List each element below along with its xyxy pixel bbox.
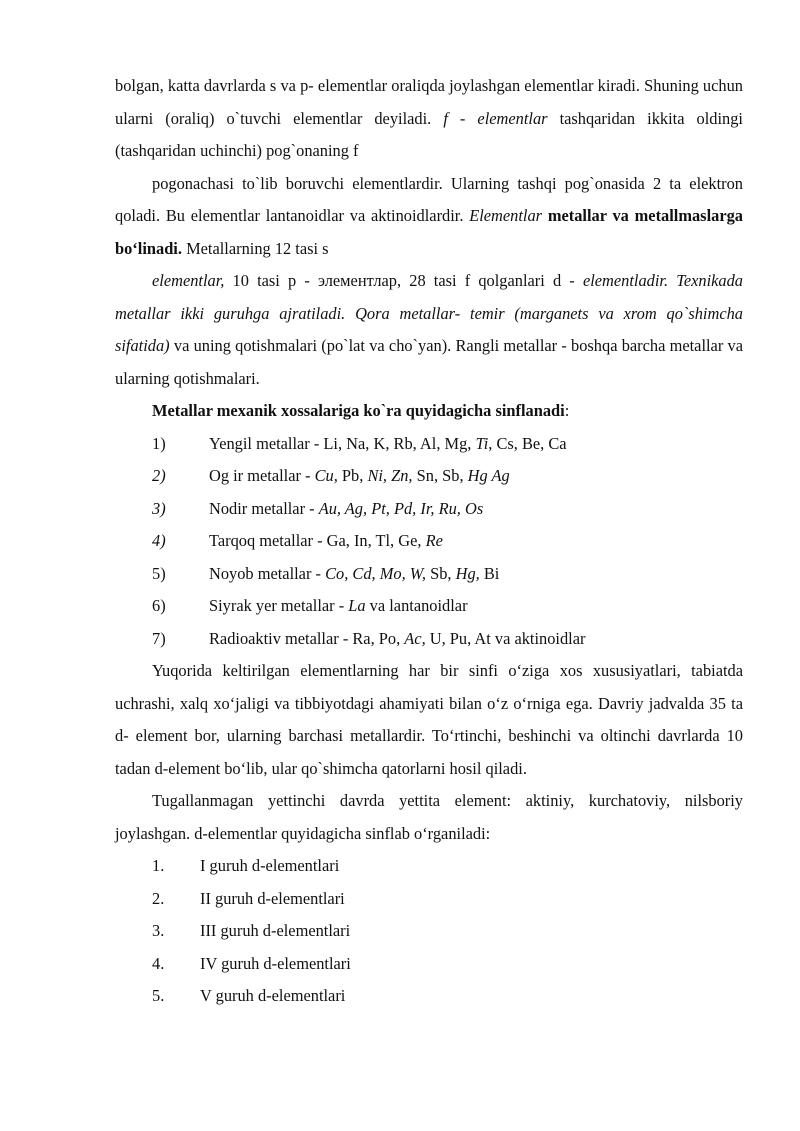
paragraph-metal-types — [115, 265, 743, 395]
italic-run: Cu — [314, 466, 334, 485]
text-run: U, Pu, At va aktinoidlar — [425, 628, 586, 648]
text-run: : — [564, 401, 570, 420]
bold-run: metallar va metallmaslarga bo‘linadi. — [115, 206, 743, 258]
italic-run: Re — [425, 531, 443, 550]
list-text — [209, 590, 468, 623]
text-run: Nodir metallar - — [209, 498, 319, 518]
italic-run: Elementlar — [469, 206, 543, 225]
italic-run: elementlar, — [152, 271, 225, 290]
text-run: tashqaridan ikkita oldingi (tashqaridan uchinchi) pog`onaning f — [115, 108, 743, 160]
list-text — [209, 623, 585, 656]
paragraph-d-elements: Yuqorida keltirilgan elementlarning har bir sinfi o‘ziga xos xususiyatlari, tabiatda uchrashi, xalq xo‘jaligi va tibbiyotdagi ahamiyati bilan o‘z o‘rniga ega. Davriy jadvalda 35 ta d- element bor, ularning barchasi metallardir. To‘rtinchi, beshinchi va oltinchi davrlarda 10 tadan d-element bo‘lib, ular qo`shimcha qatorlarni hosil qiladi. — [115, 661, 743, 778]
list-number: 2. — [152, 888, 165, 908]
text-run: Siyrak yer metallar - — [209, 596, 349, 615]
list-number: 1. — [152, 856, 165, 875]
italic-run: La — [348, 596, 366, 615]
text-run: Metallarning 12 tasi s — [181, 238, 329, 258]
italic-run: Hg Ag — [467, 466, 510, 485]
list-text — [209, 460, 510, 493]
list-item — [115, 493, 743, 526]
italic-run: Hg, — [455, 563, 480, 583]
list-item — [115, 883, 743, 916]
italic-run: Ti — [475, 433, 489, 453]
list-text — [209, 525, 443, 558]
text-run: Sb, — [426, 563, 456, 583]
text-run: , Cs, Be, Ca — [488, 433, 567, 453]
text-run: Sn, Sb, — [412, 466, 468, 485]
italic-run: Ac, — [404, 628, 426, 648]
list-number: 3. — [152, 921, 165, 940]
text-run: pogonachasi to`lib boruvchi elementlardir. Ularning tashqi pog`onasida 2 ta elektron qoladi. Bu elementlar lantanoidlar va aktinoidlardir. — [115, 173, 743, 225]
list-item — [115, 623, 743, 656]
italic-run: f - elementlar — [443, 108, 548, 128]
list-number: 4) — [152, 531, 166, 550]
list-text: III guruh d-elementlari — [200, 921, 351, 940]
list-number: 1) — [152, 433, 166, 453]
group-list — [115, 850, 743, 1013]
list-text: II guruh d-elementlari — [200, 888, 345, 908]
italic-run: elementladir. Texnikada metallar ikki guruhga ajratiladi. Qora metallar- temir (marganets va xrom qo`shimcha sifatida) — [115, 271, 743, 355]
text-run: Tarqoq metallar - Ga, In, Tl, Ge, — [209, 531, 426, 550]
paragraph-intro — [115, 70, 743, 168]
italic-run: Au, Ag, Pt, Pd, Ir, Ru, Os — [318, 498, 484, 518]
text-run: va lantanoidlar — [365, 596, 468, 615]
list-number: 3) — [152, 498, 166, 518]
list-text: V guruh d-elementlari — [200, 986, 346, 1005]
list-text: IV guruh d-elementlari — [200, 953, 351, 973]
list-number: 2) — [152, 466, 166, 485]
list-item — [115, 948, 743, 981]
list-number: 5. — [152, 986, 165, 1005]
list-item — [115, 915, 743, 948]
list-item — [115, 980, 743, 1013]
text-run: bolgan, katta davrlarda s va p- elementlar oraliqda joylashgan elementlar kiradi. Shuning uchun ularni (oraliq) o`tuvchi elementlar deyiladi. — [115, 76, 743, 128]
text-run: Bi — [479, 563, 500, 583]
text-run: Og ir metallar - — [209, 466, 315, 485]
text-run: 10 tasi p - элементлар, 28 tasi f qolganlari d - — [224, 271, 583, 290]
list-item — [115, 525, 743, 558]
text-run: Noyob metallar - — [209, 563, 326, 583]
document-page — [115, 70, 743, 1013]
list-item — [115, 428, 743, 461]
list-text — [209, 558, 499, 591]
section-heading-mechanical — [115, 395, 743, 428]
list-number: 6) — [152, 596, 166, 615]
text-run: Yengil metallar - Li, Na, K, Rb, Al, Mg, — [209, 433, 476, 453]
paragraph-seventh-period: Tugallanmagan yettinchi davrda yettita element: aktiniy, kurchatoviy, nilsboriy joylashgan. d-elementlar quyidagicha sinflab o‘rganiladi: — [115, 791, 743, 843]
list-text — [209, 428, 567, 461]
list-item — [115, 850, 743, 883]
list-number: 7) — [152, 628, 166, 648]
list-item — [115, 460, 743, 493]
list-item — [115, 590, 743, 623]
italic-run: Co, Cd, Mo, W, — [325, 563, 427, 583]
list-number: 4. — [152, 953, 165, 973]
bold-run: Metallar mexanik xossalariga ko`ra quyidagicha sinflanadi — [152, 401, 565, 420]
text-run: Radioaktiv metallar - Ra, Po, — [209, 628, 405, 648]
list-number: 5) — [152, 563, 166, 583]
text-run: , Pb, — [333, 466, 368, 485]
list-item — [115, 558, 743, 591]
list-text — [209, 493, 483, 526]
list-text: I guruh d-elementlari — [200, 856, 340, 875]
paragraph-f-elements — [115, 168, 743, 266]
metal-list — [115, 428, 743, 656]
text-run: va uning qotishmalari (po`lat va cho`yan). Rangli metallar - boshqa barcha metallar va ularning qotishmalari. — [115, 336, 743, 388]
italic-run: Ni, Zn, — [367, 466, 413, 485]
